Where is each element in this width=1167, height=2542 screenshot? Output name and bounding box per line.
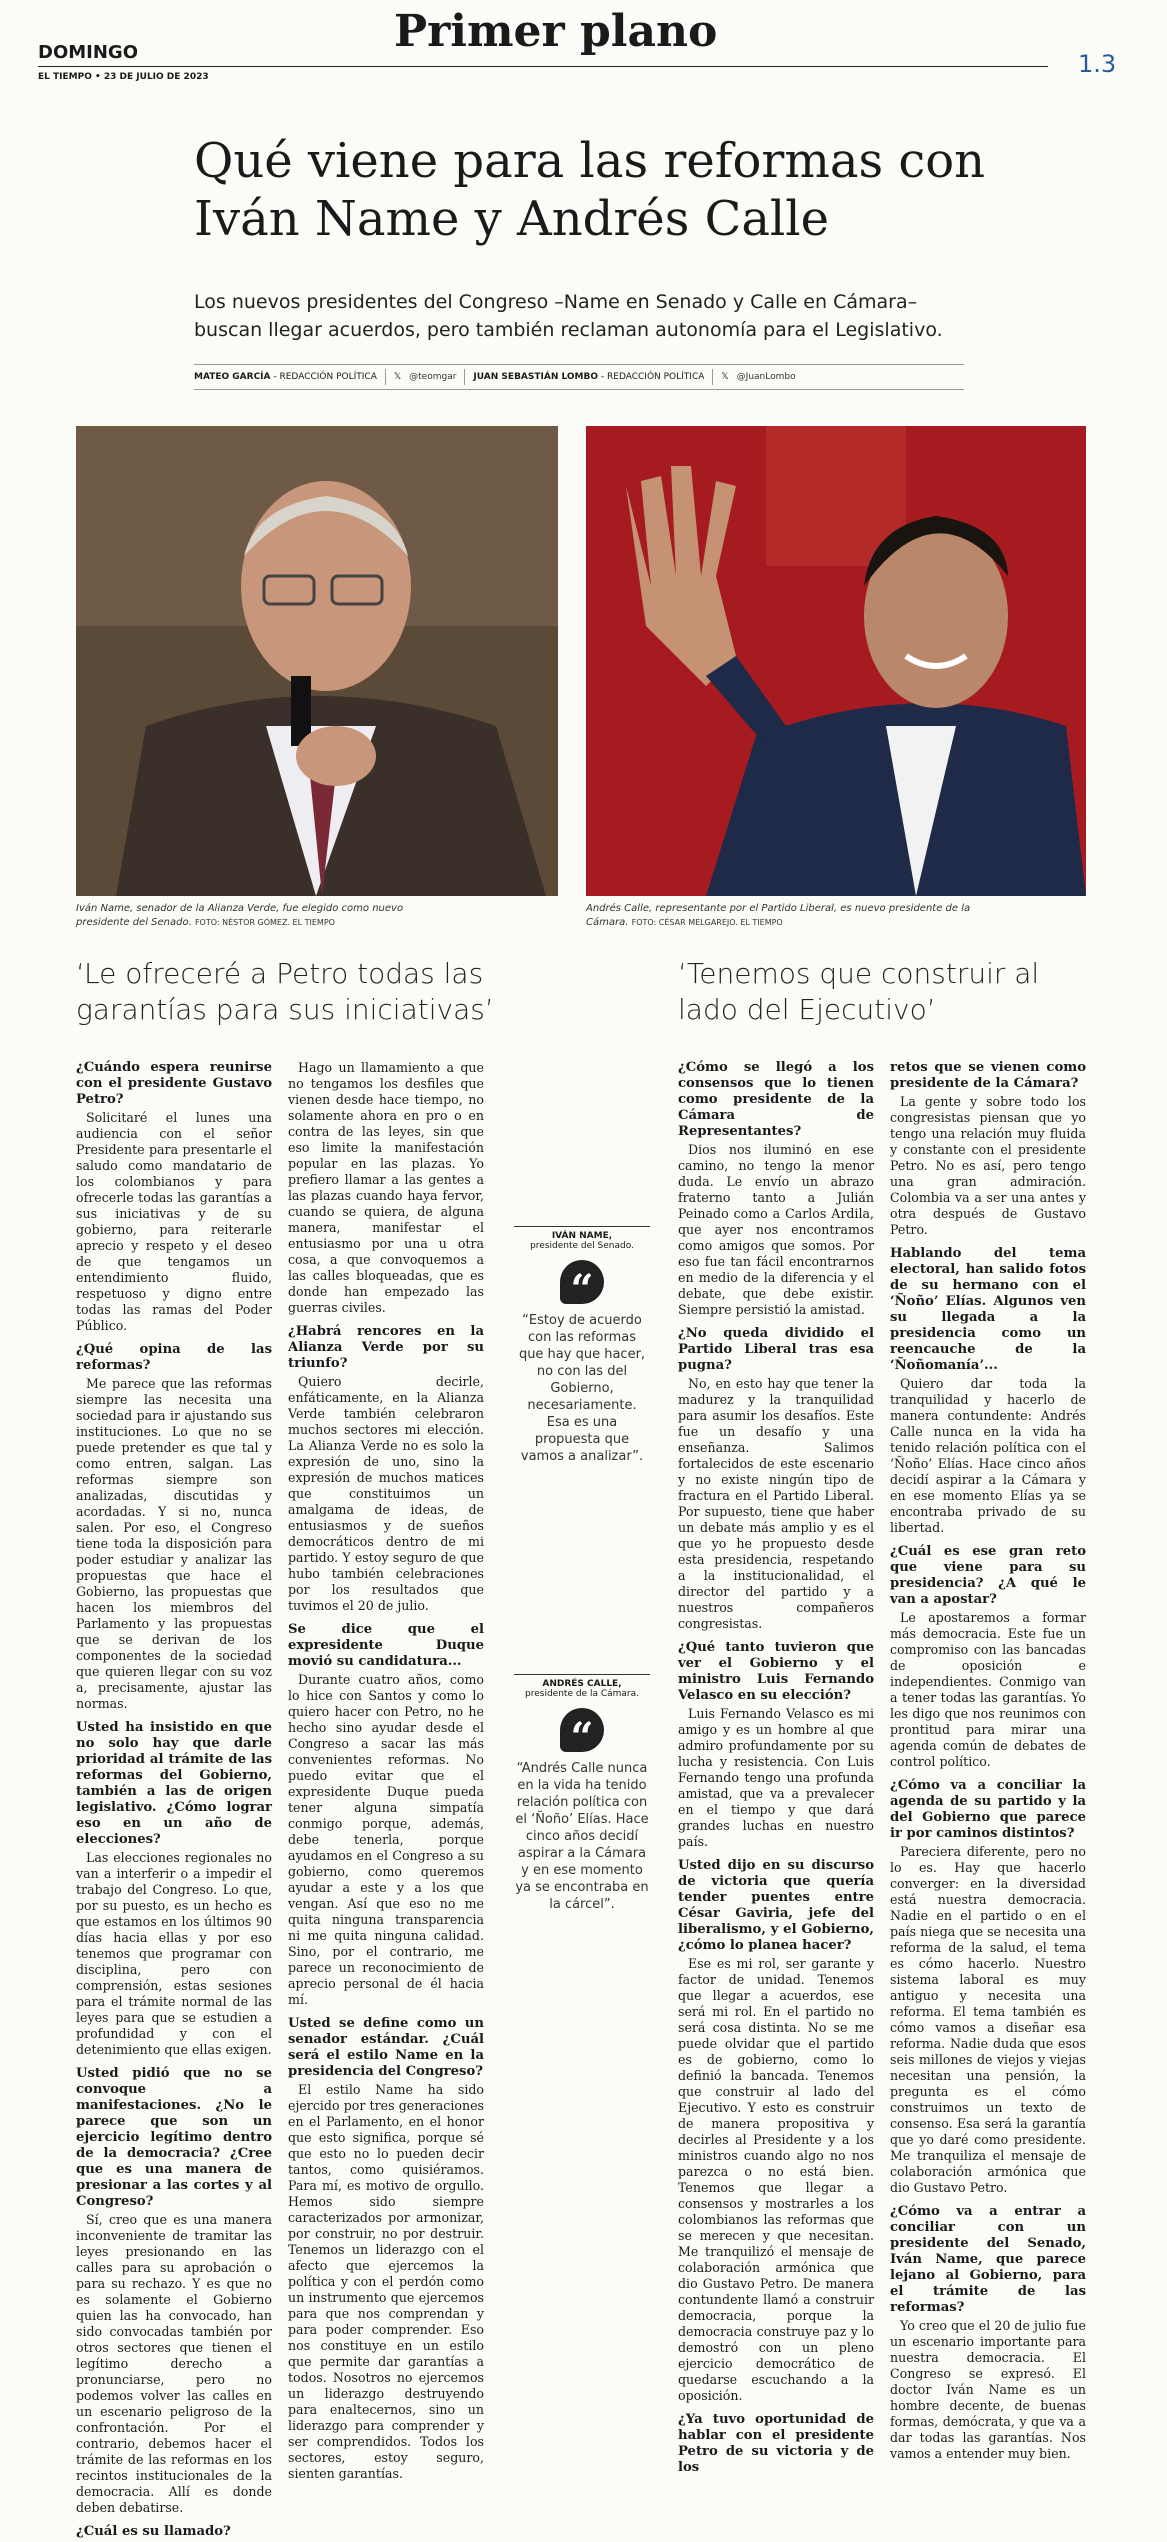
question: Usted pidió que no se convoque a manifestaciones. ¿No le parece que son un ejercicio legítimo dentro de la democracia? ¿Cree que es una manera de presionar a las cortes y al Congreso? xyxy=(76,2066,272,2209)
answer: Las elecciones regionales no van a interferir o a impedir el trabajo del Congreso. Lo que, por su puesto, es un hecho es que estamos en los últimos 90 días hacia ellas y por eso tenemos que programar con disciplina, pero con comprensión, estas sesiones para el trámite normal de las leyes para que se estudien a profundidad y con el detenimiento que ellas exigen. xyxy=(76,1850,272,2057)
question: Hablando del tema electoral, han salido fotos de su hermano con el ‘Ñoño’ Elías. Algunos ven su llegada a la presidencia como un reencauche de la ‘Ñoñomanía’... xyxy=(890,1246,1086,1373)
portrait-illustration xyxy=(76,426,558,896)
twitter-icon: 𝕏 xyxy=(721,372,729,382)
byline-separator xyxy=(712,369,713,385)
question: ¿Qué tanto tuvieron que ver el Gobierno y el ministro Luis Fernando Velasco en su elección? xyxy=(678,1640,874,1703)
byline-twitter[interactable]: @JuanLombo xyxy=(736,372,796,382)
headline: Qué viene para las reformas con Iván Name y Andrés Calle xyxy=(194,133,986,247)
answer: Luis Fernando Velasco es mi amigo y es un hombre al que admiro profundamente por su lucha y resistencia. Con Luis Fernando tengo una profunda amistad, que va a prevalecer en el tiempo y que dará grandes luchas en nuestro país. xyxy=(678,1706,874,1849)
answer: Me parece que las reformas siempre las necesita una sociedad para ir ajustando sus instituciones. Lo que no se puede pretender es que tal y como entren, salgan. Las reformas siempre son analizadas, discutidas y acordadas. Y si no, nunca salen. Por eso, el Congreso tiene toda la disposición para poder estudiar y analizar las propuestas que hace el Gobierno, las propuestas que hacen los miembros del Parlamento y las propuestas que se derivan de los componentes de la sociedad que quieren llegar con su voz a, precisamente, ajustar las normas. xyxy=(76,1376,272,1711)
pullquote-role: presidente de la Cámara. xyxy=(525,1689,639,1699)
question: ¿Qué opina de las reformas? xyxy=(76,1342,272,1373)
question: ¿No queda dividido el Partido Liberal tras esa pugna? xyxy=(678,1326,874,1373)
right-story-col2 xyxy=(890,1060,1086,2462)
answer: Durante cuatro años, como lo hice con Santos y como lo quiero hacer con Petro, no he hecho sino ayudar desde el Congreso a sacar las más convenientes reformas. No puedo evitar que el expresidente Duque pueda tener alguna simpatía conmigo porque, además, debe tenerla, porque ayudamos en el Congreso a su gobierno, como queremos ayudar a este y a los que vengan. Así que eso no me quita ninguna transparencia ni me quita ninguna calidad. Sino, por el contrario, me parece un reconocimiento de aprecio personal de él hacia mí. xyxy=(288,1672,484,2007)
pullquote-text: “Estoy de acuerdo con las reformas que hay que hacer, no con las del Gobierno, necesariamente. Esa es una propuesta que vamos a analizar”. xyxy=(518,1313,646,1464)
byline-author: MATEO GARCÍA - REDACCIÓN POLÍTICA xyxy=(194,372,377,382)
question: ¿Cuál es ese gran reto que viene para su presidencia? ¿A qué le van a apostar? xyxy=(890,1544,1086,1607)
dek: Los nuevos presidentes del Congreso –Name en Senado y Calle en Cámara– buscan llegar acuerdos, pero también reclaman autonomía para el Legislativo. xyxy=(194,291,943,341)
day-label: DOMINGO xyxy=(38,42,138,63)
byline-separator xyxy=(385,369,386,385)
question: Usted ha insistido en que no solo hay que darle prioridad al trámite de las reformas del Gobierno, también a las de origen legislativo. ¿Cómo lograr eso en un año de elecciones? xyxy=(76,1720,272,1847)
quote-icon: “ xyxy=(560,1260,604,1304)
section-title: Primer plano xyxy=(394,6,718,57)
question: ¿Ya tuvo oportunidad de hablar con el presidente Petro de su victoria y de los xyxy=(678,2412,874,2475)
answer: Pareciera diferente, pero no lo es. Hay que hacerlo converger: en la diversidad está nuestra democracia. Nadie en el partido o en el país niega que se necesita una reforma de la salud, el tema es cómo hacerlo. Nuestro sistema laboral es muy antiguo y necesita una reforma. El tema también es cómo vamos a diseñar esa reforma. Nadie duda que esos seis millones de viejos y viejas necesitan una pensión, la pregunta es el cómo construimos un texto de consenso. Esa será la garantía que yo daré como presidente. Me tranquiliza el mensaje de colaboración armónica que dio Gustavo Petro. xyxy=(890,1844,1086,2195)
byline-author: JUAN SEBASTIÁN LOMBO - REDACCIÓN POLÍTICA xyxy=(473,372,705,382)
question: Usted dijo en su discurso de victoria que quería tender puentes entre César Gaviria, jefe del liberalismo, y el Gobierno, ¿cómo lo planea hacer? xyxy=(678,1858,874,1953)
answer: Hago un llamamiento a que no tengamos los desfiles que vienen desde hace tiempo, no solamente ahora en pro o en contra de las leyes, sin que eso limite la manifestación popular en las plazas. Yo prefiero llamar a las gentes a las plazas cuando haya fervor, cuando se quiera, de alguna manera, manifestar el entusiasmo por una u otra cosa, a que convoquemos a las calles bloqueadas, que es donde han empezado las guerras civiles. xyxy=(288,1060,484,1315)
byline-bar xyxy=(194,364,964,390)
left-story-title: ‘Le ofreceré a Petro todas las garantías para sus iniciativas’ xyxy=(76,957,494,1026)
photo-andres-calle xyxy=(586,426,1086,896)
answer: Le apostaremos a formar más democracia. Este fue un compromiso con las bancadas de oposición e independientes. Conmigo van a tener todas las garantías. Yo les digo que nos reunimos con prontitud para mirar una agenda común de debates de control político. xyxy=(890,1610,1086,1769)
answer: El estilo Name ha sido ejercido por tres generaciones en el Parlamento, en el honor que esto significa, porque sé que esto no lo pueden decir tantos, como quisiéramos. Para mí, es motivo de orgullo. Hemos sido siempre caracterizados por armonizar, por construir, no por destruir. Tenemos un liderazgo con el afecto que ejercemos la política y con el perdón como un instrumento que ejercemos para que nos comprendan y para poder comprender. Eso nos constituye en un estilo que permite dar garantías a todos. Nosotros no ejercemos un liderazgo destruyendo para enaltecernos, sino un liderazgo para comprender y ser comprendidos. Todos los sectores, estoy seguro, sienten garantías. xyxy=(288,2082,484,2481)
answer: La gente y sobre todo los congresistas piensan que yo tengo una relación muy fluida y constante con el presidente Petro. No es así, pero tengo una gran admiración. Colombia va a ser una antes y otra después de Gustavo Petro. xyxy=(890,1094,1086,1237)
right-story-title: ‘Tenemos que construir al lado del Ejecutivo’ xyxy=(678,957,1040,1026)
pullquote-speaker: IVÁN NAME, xyxy=(514,1226,650,1241)
byline-separator xyxy=(464,369,465,385)
byline-twitter[interactable]: @teomgar xyxy=(409,372,457,382)
answer: Ese es mi rol, ser garante y factor de unidad. Tenemos que llegar a acuerdos, ese será mi rol. En el partido no será cosa distinta. No se me puede olvidar que el partido es de gobierno, como lo definió la bancada. Tenemos que construir al lado del Ejecutivo. Y esto es construir de manera propositiva y decirles al Presidente y a los ministros cuando algo no nos parezca o no está bien. Tenemos que llegar a consensos y mostrarles a los colombianos las reformas que se merecen y que necesitan. Me tranquilizó el mensaje de colaboración armónica que dio Gustavo Petro. De manera contundente llamó a construir democracia, porque la democracia construye paz y lo demostró con un pleno ejercicio democrático de quedarse escuchando a la oposición. xyxy=(678,1956,874,2403)
answer: No, en esto hay que tener la madurez y la tranquilidad para asumir los desafíos. Este fue un desafío y una enseñanza. Salimos fortalecidos de este escenario y no existe ningún tipo de fractura en el Partido Liberal. Por supuesto, tiene que haber un debate más amplio y es el que yo he propuesto desde esta presidencia, respetando a la institucionalidad, el director del partido y a nuestros compañeros congresistas. xyxy=(678,1376,874,1631)
answer: Solicitaré el lunes una audiencia con el señor Presidente para presentarle el saludo como mandatario de los colombianos y para ofrecerle todas las garantías a sus iniciativas y de su gobierno, para reiterarle aprecio y respeto y el deseo de que tengamos un entendimiento fluido, respetuoso y digno entre todas las ramas del Poder Público. xyxy=(76,1110,272,1333)
question: ¿Cómo se llegó a los consensos que lo tienen como presidente de la Cámara de Representantes? xyxy=(678,1060,874,1139)
right-story-col1 xyxy=(678,1060,874,2478)
question: ¿Cuándo espera reunirse con el presidente Gustavo Petro? xyxy=(76,1060,272,1107)
question: ¿Cómo va a conciliar la agenda de su partido y la del Gobierno que parece ir por caminos distintos? xyxy=(890,1778,1086,1841)
answer: Sí, creo que es una manera inconveniente de tramitar las leyes presionando en las calles para su aprobación o para su rechazo. Y es que no es solamente el Gobierno quien las ha convocado, han sido convocadas también por otros sectores que tienen el legítimo derecho a pronunciarse, pero no podemos volver las calles en un escenario peligroso de la confrontación. Por el contrario, debemos hacer el trámite de las reformas en los recintos institucionales de la democracia. Allí es donde deben debatirse. xyxy=(76,2212,272,2515)
photo-caption: Iván Name, senador de la Alianza Verde, fue elegido como nuevo presidente del Senado. FOTO: NÉSTOR GÓMEZ. EL TIEMPO xyxy=(76,903,404,928)
left-story-col1 xyxy=(76,1060,272,2542)
pullquote-speaker: ANDRÉS CALLE, xyxy=(514,1674,650,1689)
pullquote-text: “Andrés Calle nunca en la vida ha tenido relación política con el ‘Ñoño’ Elías. Hace cinco años decidí aspirar a la Cámara y en ese momento ya se encontraba en la cárcel”. xyxy=(515,1761,649,1912)
question: ¿Cuál es su llamado? xyxy=(76,2524,231,2539)
twitter-icon: 𝕏 xyxy=(393,372,402,382)
portrait-illustration xyxy=(586,426,1086,896)
pullquote-calle xyxy=(514,1674,650,1913)
question: ¿Habrá rencores en la Alianza Verde por su triunfo? xyxy=(288,1324,484,1371)
left-story-col2 xyxy=(288,1060,484,2482)
page-number: 1.3 xyxy=(1078,50,1117,78)
question: ¿Cómo va a entrar a conciliar con un presidente del Senado, Iván Name, que parece lejano al Gobierno, para el trámite de las reformas? xyxy=(890,2204,1086,2315)
question: Se dice que el expresidente Duque movió su candidatura... xyxy=(288,1622,484,1669)
quote-icon: “ xyxy=(560,1708,604,1752)
answer: Yo creo que el 20 de julio fue un escenario importante para nuestra democracia. El Congreso se expresó. El doctor Iván Name es un hombre decente, de buenas formas, demócrata, y que va a dar todas las garantías. Nos vamos a entender muy bien. xyxy=(890,2318,1086,2461)
answer: Quiero decirle, enfáticamente, en la Alianza Verde también celebraron muchos sectores mi elección. La Alianza Verde no es solo la expresión de uno, sino la expresión de muchos matices que constituimos un amalgama de ideas, de entusiasmos y de sueños democráticos dentro de mi partido. Y estoy seguro de que hubo también celebraciones por los resultados que tuvimos el 20 de julio. xyxy=(288,1374,484,1613)
question: retos que se vienen como presidente de la Cámara? xyxy=(890,1060,1086,1091)
date-label: EL TIEMPO • 23 DE JULIO DE 2023 xyxy=(38,72,209,82)
header-rule xyxy=(38,66,1048,67)
photo-caption: Andrés Calle, representante por el Partido Liberal, es nuevo presidente de la Cámara. FOTO: CÉSAR MELGAREJO. EL TIEMPO xyxy=(586,903,971,928)
pullquote-role: presidente del Senado. xyxy=(530,1241,634,1251)
answer: Dios nos iluminó en ese camino, no tengo la menor duda. Le envío un abrazo fraterno tanto a Julián Peinado como a Carlos Ardila, que ayer nos encontramos como amigos que somos. Por eso fue tan fácil encontrarnos en medio de la diferencia y el debate, que debe existir. Siempre persistió la amistad. xyxy=(678,1142,874,1317)
pullquote-name xyxy=(514,1226,650,1465)
photo-ivan-name xyxy=(76,426,558,896)
answer: Quiero dar toda la tranquilidad y hacerlo de manera contundente: Andrés Calle nunca en la vida ha tenido relación política con el ‘Ñoño’ Elías. Hace cinco años decidí aspirar a la Cámara y en ese momento Elías ya se encontraba privado de su libertad. xyxy=(890,1376,1086,1535)
question: Usted se define como un senador estándar. ¿Cuál será el estilo Name en la presidencia del Congreso? xyxy=(288,2016,484,2079)
